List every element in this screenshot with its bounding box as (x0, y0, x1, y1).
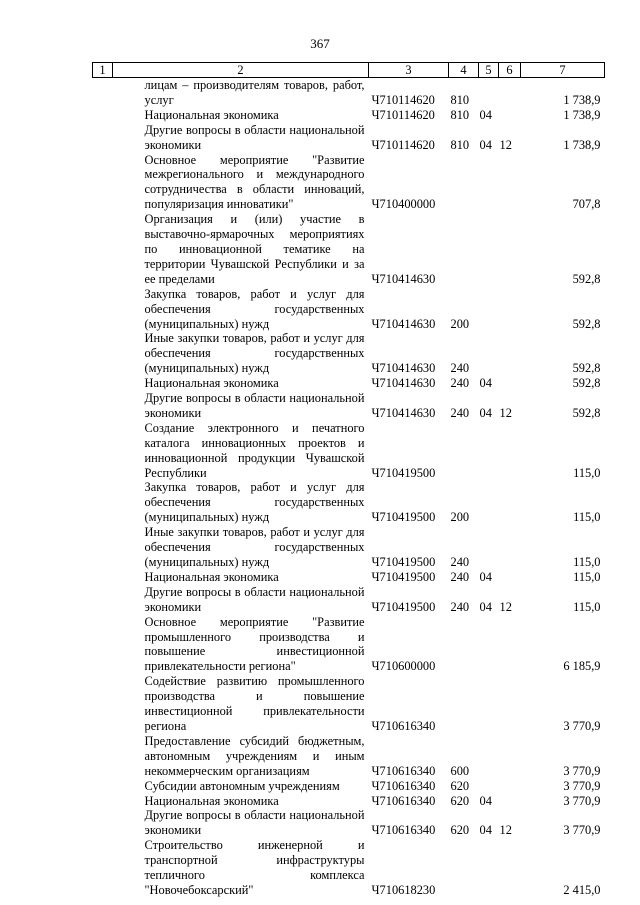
cell-blank (93, 525, 113, 570)
cell-blank (93, 78, 113, 108)
cell-amount: 115,0 (573, 569, 601, 584)
cell-amount: 115,0 (573, 555, 601, 569)
cell-expense-group (449, 674, 479, 734)
cell-subsection: 12 (499, 599, 512, 614)
cell-target-code: Ч710616340 (371, 763, 436, 778)
cell-item-name: Другие вопросы в области национальной экономики (144, 391, 365, 420)
cell-item-name: Основное мероприятие "Развитие промышленного производства и повышение инвестиционной привлекательности региона" (144, 614, 365, 674)
table-row (93, 779, 605, 794)
cell-subsection (499, 570, 521, 585)
table-row (93, 585, 605, 615)
budget-table (92, 62, 605, 898)
cell-expense-group (449, 212, 479, 287)
cell-expense-group: 620 (450, 793, 470, 808)
cell-subsection (499, 615, 521, 675)
cell-blank (93, 779, 113, 794)
cell-amount: 1 738,9 (563, 107, 601, 122)
cell-target-code: Ч710419500 (371, 599, 436, 614)
cell-blank (93, 808, 113, 838)
cell-expense-group (449, 615, 479, 675)
cell-target-code: Ч710616340 (371, 823, 436, 838)
page-number: 367 (310, 36, 330, 51)
cell-amount: 592,8 (572, 316, 601, 331)
table-body (93, 78, 605, 898)
cell-expense-group (449, 153, 479, 213)
cell-amount: 115,0 (573, 510, 601, 525)
cell-expense-group: 620 (450, 823, 470, 838)
cell-item-name: Национальная экономика (144, 569, 279, 584)
cell-blank (93, 615, 113, 675)
header-cell-2: 2 (113, 63, 369, 78)
cell-target-code: Ч710114620 (371, 107, 435, 122)
cell-item-name: Другие вопросы в области национальной экономики (144, 808, 365, 838)
cell-subsection: 12 (499, 823, 512, 838)
cell-expense-group: 240 (450, 405, 470, 420)
cell-item-name: Иные закупки товаров, работ и услуг для обеспечения государственных (муниципальных) нужд (144, 331, 365, 376)
cell-subsection (499, 525, 521, 570)
header-cell-6: 6 (499, 63, 521, 78)
cell-expense-group: 600 (450, 763, 470, 778)
cell-subsection (499, 734, 521, 779)
cell-blank (93, 585, 113, 615)
table-row (93, 153, 605, 213)
cell-blank (93, 570, 113, 585)
cell-expense-group (449, 838, 479, 898)
cell-amount: 3 770,9 (563, 778, 601, 793)
table-row (93, 674, 605, 734)
cell-expense-group: 810 (450, 137, 470, 152)
cell-item-name: Основное мероприятие "Развитие межрегионального и международного сотрудничества в области инноваций, популяризация инноватики" (144, 152, 365, 212)
cell-item-name: Национальная экономика (144, 376, 279, 391)
cell-target-code: Ч710414630 (371, 376, 436, 391)
cell-blank (93, 212, 113, 287)
header-cell-1: 1 (93, 63, 113, 78)
cell-target-code: Ч710114620 (371, 92, 435, 107)
cell-amount: 1 738,9 (563, 137, 601, 152)
cell-subsection (499, 376, 521, 391)
cell-expense-group: 240 (450, 361, 470, 376)
cell-blank (93, 674, 113, 734)
header-cell-4: 4 (449, 63, 479, 78)
cell-blank (93, 108, 113, 123)
cell-section: 04 (479, 107, 492, 122)
cell-amount: 3 770,9 (563, 823, 601, 838)
cell-section: 04 (479, 823, 492, 838)
table-row (93, 287, 605, 332)
header-cell-3: 3 (369, 63, 449, 78)
cell-blank (93, 331, 113, 376)
cell-target-code: Ч710414630 (371, 405, 436, 420)
cell-expense-group: 240 (450, 599, 470, 614)
cell-blank (93, 287, 113, 332)
cell-section (479, 153, 499, 213)
cell-section (479, 734, 499, 779)
cell-section: 04 (479, 405, 492, 420)
table-row (93, 794, 605, 809)
cell-section (479, 421, 499, 481)
cell-item-name: Другие вопросы в области национальной экономики (144, 584, 365, 614)
cell-subsection (499, 212, 521, 287)
cell-section: 04 (479, 137, 492, 152)
cell-section (479, 674, 499, 734)
cell-target-code: Ч710419500 (371, 510, 436, 525)
cell-subsection (499, 674, 521, 734)
cell-section: 04 (479, 569, 492, 584)
cell-subsection: 12 (499, 405, 512, 420)
cell-item-name: Содействие развитию промышленного производства и повышение инвестиционной привлекательности региона (144, 674, 365, 733)
cell-target-code: Ч710419500 (371, 569, 436, 584)
table-row (93, 734, 605, 779)
cell-section (479, 78, 499, 108)
cell-section: 04 (479, 376, 492, 391)
cell-blank (93, 838, 113, 898)
cell-expense-group (449, 421, 479, 481)
table-row (93, 331, 605, 376)
table-row (93, 421, 605, 481)
cell-section (479, 779, 499, 794)
cell-blank (93, 153, 113, 213)
cell-amount: 3 770,9 (563, 718, 601, 733)
table-row (93, 570, 605, 585)
cell-item-name: Закупка товаров, работ и услуг для обеспечения государственных (муниципальных) нужд (144, 286, 365, 331)
cell-blank (93, 376, 113, 391)
cell-target-code: Ч710600000 (371, 659, 436, 674)
cell-amount: 3 770,9 (563, 763, 601, 778)
cell-amount: 1 738,9 (563, 92, 601, 107)
cell-target-code: Ч710414630 (371, 316, 436, 331)
cell-target-code: Ч710419500 (371, 555, 436, 569)
cell-amount: 3 770,9 (563, 793, 601, 808)
header-cell-5: 5 (479, 63, 499, 78)
cell-subsection (499, 794, 521, 809)
cell-subsection (499, 153, 521, 213)
cell-blank (93, 391, 113, 421)
table-row (93, 838, 605, 898)
cell-target-code: Ч710616340 (371, 718, 436, 733)
cell-item-name: Субсидии автономным учреждениям (144, 778, 340, 793)
table-row (93, 391, 605, 421)
table-row (93, 108, 605, 123)
cell-amount: 592,8 (572, 405, 601, 420)
cell-blank (93, 480, 113, 525)
cell-item-name: лицам – производителям товаров, работ, услуг (144, 78, 365, 107)
cell-subsection (499, 779, 521, 794)
cell-blank (93, 794, 113, 809)
cell-section (479, 525, 499, 570)
cell-subsection (499, 287, 521, 332)
cell-item-name: Строительство инженерной и транспортной инфраструктуры тепличного комплекса "Новочебоксарский" (144, 838, 365, 897)
cell-expense-group: 810 (450, 107, 470, 122)
cell-target-code: Ч710114620 (371, 137, 435, 152)
cell-subsection (499, 838, 521, 898)
cell-target-code: Ч710618230 (371, 882, 436, 897)
cell-target-code: Ч710400000 (371, 197, 436, 212)
cell-item-name: Организация и (или) участие в выставочно-ярмарочных мероприятиях по инновационной тематике на территории Чувашской Республики и за ее пределами (144, 212, 365, 286)
header-cell-7: 7 (521, 63, 605, 78)
cell-section (479, 212, 499, 287)
cell-subsection (499, 108, 521, 123)
cell-target-code: Ч710414630 (371, 361, 436, 376)
cell-section (479, 287, 499, 332)
cell-section: 04 (479, 793, 492, 808)
cell-target-code: Ч710414630 (371, 271, 436, 286)
cell-amount: 6 185,9 (563, 659, 601, 674)
cell-blank (93, 123, 113, 153)
cell-target-code: Ч710616340 (371, 778, 436, 793)
cell-amount: 592,8 (572, 361, 601, 376)
cell-subsection (499, 480, 521, 525)
cell-amount: 592,8 (572, 271, 601, 286)
cell-section: 04 (479, 599, 492, 614)
cell-amount: 115,0 (573, 465, 601, 480)
cell-subsection (499, 331, 521, 376)
cell-expense-group: 810 (450, 92, 470, 107)
cell-item-name: Иные закупки товаров, работ и услуг для обеспечения государственных (муниципальных) нужд (144, 525, 365, 569)
cell-item-name: Предоставление субсидий бюджетным, автономным учреждениям и иным некоммерческим организациям (144, 733, 365, 778)
cell-item-name: Национальная экономика (144, 107, 279, 122)
cell-expense-group: 240 (450, 376, 470, 391)
cell-item-name: Закупка товаров, работ и услуг для обеспечения государственных (муниципальных) нужд (144, 480, 365, 525)
table-header-row (93, 63, 605, 78)
table-row (93, 808, 605, 838)
cell-amount: 2 415,0 (563, 882, 601, 897)
table-row (93, 376, 605, 391)
cell-expense-group: 240 (450, 569, 470, 584)
cell-section (479, 480, 499, 525)
table-row (93, 123, 605, 153)
cell-blank (93, 734, 113, 779)
table-row (93, 615, 605, 675)
cell-section (479, 838, 499, 898)
cell-subsection (499, 78, 521, 108)
cell-expense-group: 200 (450, 510, 470, 525)
table-row (93, 78, 605, 108)
cell-target-code: Ч710419500 (371, 465, 436, 480)
cell-expense-group: 240 (450, 555, 470, 569)
cell-item-name: Создание электронного и печатного каталога инновационных проектов и инновационной продукции Чувашской Республики (144, 420, 365, 480)
cell-subsection (499, 421, 521, 481)
table-row (93, 525, 605, 570)
cell-subsection: 12 (499, 137, 512, 152)
cell-section (479, 615, 499, 675)
cell-item-name: Другие вопросы в области национальной экономики (144, 122, 365, 152)
cell-expense-group: 620 (450, 778, 470, 793)
cell-target-code: Ч710616340 (371, 793, 436, 808)
table-row (93, 212, 605, 287)
cell-expense-group: 200 (450, 316, 470, 331)
cell-amount: 592,8 (572, 376, 601, 391)
cell-item-name: Национальная экономика (144, 793, 279, 808)
cell-blank (93, 421, 113, 481)
table-row (93, 480, 605, 525)
cell-amount: 115,0 (573, 599, 601, 614)
cell-amount: 707,8 (572, 197, 601, 212)
cell-section (479, 331, 499, 376)
